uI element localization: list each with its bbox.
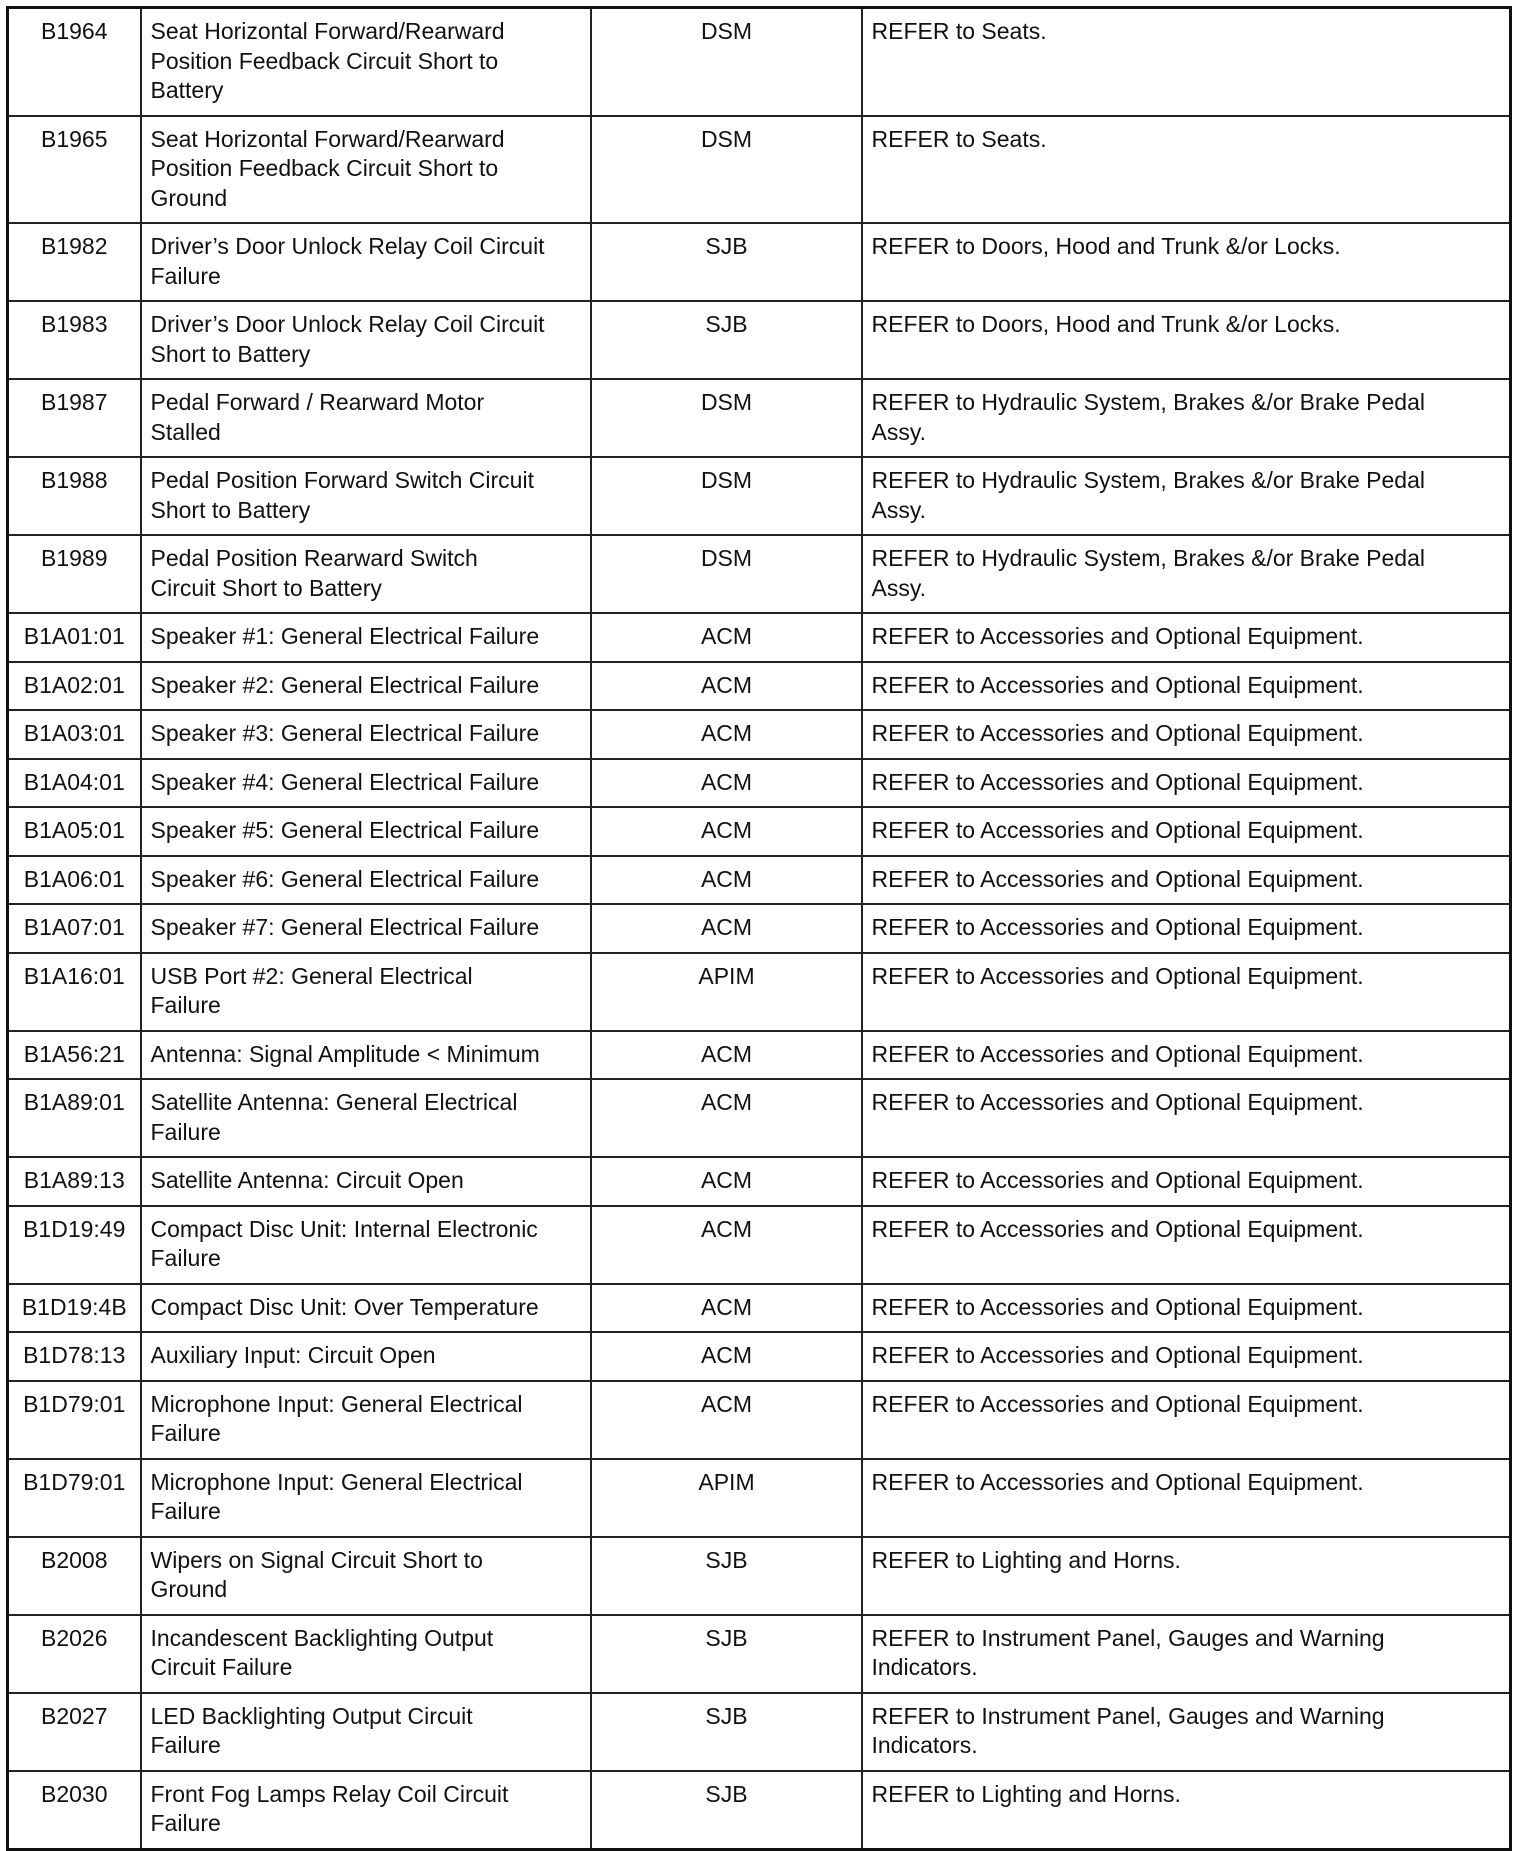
module-cell: SJB	[591, 1615, 862, 1693]
table-row	[8, 662, 1511, 711]
description-cell: Compact Disc Unit: Internal Electronic Failure	[141, 1206, 591, 1284]
action-cell: REFER to Accessories and Optional Equipment.	[862, 662, 1511, 711]
table-row	[8, 904, 1511, 953]
description-cell: USB Port #2: General Electrical Failure	[141, 953, 591, 1031]
dtc-code-cell: B1A16:01	[8, 953, 141, 1031]
module-cell: DSM	[591, 535, 862, 613]
module-cell: ACM	[591, 759, 862, 808]
dtc-code-cell: B2026	[8, 1615, 141, 1693]
module-cell: ACM	[591, 1332, 862, 1381]
description-cell: Auxiliary Input: Circuit Open	[141, 1332, 591, 1381]
dtc-code-cell: B1A56:21	[8, 1031, 141, 1080]
table-row	[8, 613, 1511, 662]
dtc-code-cell: B1A89:01	[8, 1079, 141, 1157]
module-cell: ACM	[591, 710, 862, 759]
dtc-table	[6, 6, 1512, 1851]
module-cell: DSM	[591, 457, 862, 535]
module-cell: ACM	[591, 904, 862, 953]
dtc-code-cell: B1987	[8, 379, 141, 457]
description-cell: Microphone Input: General Electrical Failure	[141, 1381, 591, 1459]
action-cell: REFER to Lighting and Horns.	[862, 1537, 1511, 1615]
action-cell: REFER to Lighting and Horns.	[862, 1771, 1511, 1850]
dtc-code-cell: B1D78:13	[8, 1332, 141, 1381]
module-cell: ACM	[591, 1381, 862, 1459]
dtc-code-cell: B2027	[8, 1693, 141, 1771]
module-cell: ACM	[591, 1031, 862, 1080]
module-cell: DSM	[591, 116, 862, 224]
dtc-code-cell: B1982	[8, 223, 141, 301]
module-cell: SJB	[591, 1693, 862, 1771]
table-row	[8, 953, 1511, 1031]
table-row	[8, 1079, 1511, 1157]
table-row	[8, 1284, 1511, 1333]
table-row	[8, 457, 1511, 535]
module-cell: APIM	[591, 1459, 862, 1537]
description-cell: Pedal Position Forward Switch Circuit Short to Battery	[141, 457, 591, 535]
module-cell: ACM	[591, 1206, 862, 1284]
table-row	[8, 1459, 1511, 1537]
description-cell: Seat Horizontal Forward/Rearward Position Feedback Circuit Short to Battery	[141, 8, 591, 116]
description-cell: Speaker #4: General Electrical Failure	[141, 759, 591, 808]
action-cell: REFER to Accessories and Optional Equipment.	[862, 856, 1511, 905]
module-cell: APIM	[591, 953, 862, 1031]
dtc-code-cell: B1D19:49	[8, 1206, 141, 1284]
description-cell: Satellite Antenna: General Electrical Failure	[141, 1079, 591, 1157]
dtc-code-cell: B2030	[8, 1771, 141, 1850]
action-cell: REFER to Accessories and Optional Equipment.	[862, 807, 1511, 856]
table-row	[8, 1031, 1511, 1080]
module-cell: ACM	[591, 1157, 862, 1206]
table-row	[8, 1157, 1511, 1206]
action-cell: REFER to Accessories and Optional Equipment.	[862, 953, 1511, 1031]
table-row	[8, 1332, 1511, 1381]
description-cell: Pedal Position Rearward Switch Circuit Short to Battery	[141, 535, 591, 613]
table-row	[8, 301, 1511, 379]
module-cell: DSM	[591, 379, 862, 457]
description-cell: Speaker #7: General Electrical Failure	[141, 904, 591, 953]
dtc-code-cell: B1A03:01	[8, 710, 141, 759]
table-row	[8, 1537, 1511, 1615]
action-cell: REFER to Doors, Hood and Trunk &/or Locks.	[862, 223, 1511, 301]
description-cell: Speaker #3: General Electrical Failure	[141, 710, 591, 759]
dtc-code-cell: B1D79:01	[8, 1381, 141, 1459]
action-cell: REFER to Hydraulic System, Brakes &/or Brake Pedal Assy.	[862, 457, 1511, 535]
action-cell: REFER to Seats.	[862, 8, 1511, 116]
table-row	[8, 856, 1511, 905]
description-cell: Front Fog Lamps Relay Coil Circuit Failure	[141, 1771, 591, 1850]
table-row	[8, 1206, 1511, 1284]
table-row	[8, 1381, 1511, 1459]
description-cell: Speaker #6: General Electrical Failure	[141, 856, 591, 905]
dtc-code-cell: B1964	[8, 8, 141, 116]
module-cell: ACM	[591, 856, 862, 905]
dtc-code-cell: B2008	[8, 1537, 141, 1615]
action-cell: REFER to Accessories and Optional Equipment.	[862, 710, 1511, 759]
action-cell: REFER to Doors, Hood and Trunk &/or Locks.	[862, 301, 1511, 379]
table-row	[8, 535, 1511, 613]
action-cell: REFER to Accessories and Optional Equipment.	[862, 1284, 1511, 1333]
action-cell: REFER to Accessories and Optional Equipment.	[862, 1332, 1511, 1381]
description-cell: Speaker #2: General Electrical Failure	[141, 662, 591, 711]
table-row	[8, 710, 1511, 759]
action-cell: REFER to Accessories and Optional Equipment.	[862, 1206, 1511, 1284]
action-cell: REFER to Accessories and Optional Equipment.	[862, 1381, 1511, 1459]
table-row	[8, 223, 1511, 301]
action-cell: REFER to Instrument Panel, Gauges and Warning Indicators.	[862, 1693, 1511, 1771]
action-cell: REFER to Accessories and Optional Equipment.	[862, 1079, 1511, 1157]
table-row	[8, 8, 1511, 116]
description-cell: Driver’s Door Unlock Relay Coil Circuit Short to Battery	[141, 301, 591, 379]
description-cell: Speaker #5: General Electrical Failure	[141, 807, 591, 856]
module-cell: ACM	[591, 1284, 862, 1333]
module-cell: ACM	[591, 662, 862, 711]
action-cell: REFER to Instrument Panel, Gauges and Warning Indicators.	[862, 1615, 1511, 1693]
dtc-code-cell: B1A02:01	[8, 662, 141, 711]
dtc-code-cell: B1965	[8, 116, 141, 224]
description-cell: Compact Disc Unit: Over Temperature	[141, 1284, 591, 1333]
table-row	[8, 116, 1511, 224]
dtc-code-cell: B1A05:01	[8, 807, 141, 856]
description-cell: LED Backlighting Output Circuit Failure	[141, 1693, 591, 1771]
description-cell: Seat Horizontal Forward/Rearward Position Feedback Circuit Short to Ground	[141, 116, 591, 224]
dtc-code-cell: B1989	[8, 535, 141, 613]
module-cell: SJB	[591, 1771, 862, 1850]
module-cell: ACM	[591, 613, 862, 662]
description-cell: Antenna: Signal Amplitude < Minimum	[141, 1031, 591, 1080]
dtc-code-cell: B1A07:01	[8, 904, 141, 953]
description-cell: Incandescent Backlighting Output Circuit Failure	[141, 1615, 591, 1693]
dtc-code-cell: B1A89:13	[8, 1157, 141, 1206]
table-row	[8, 759, 1511, 808]
dtc-code-cell: B1A06:01	[8, 856, 141, 905]
action-cell: REFER to Hydraulic System, Brakes &/or Brake Pedal Assy.	[862, 379, 1511, 457]
table-row	[8, 1771, 1511, 1850]
description-cell: Pedal Forward / Rearward Motor Stalled	[141, 379, 591, 457]
action-cell: REFER to Accessories and Optional Equipment.	[862, 904, 1511, 953]
module-cell: ACM	[591, 807, 862, 856]
description-cell: Driver’s Door Unlock Relay Coil Circuit Failure	[141, 223, 591, 301]
description-cell: Satellite Antenna: Circuit Open	[141, 1157, 591, 1206]
dtc-code-cell: B1988	[8, 457, 141, 535]
module-cell: SJB	[591, 223, 862, 301]
action-cell: REFER to Hydraulic System, Brakes &/or Brake Pedal Assy.	[862, 535, 1511, 613]
action-cell: REFER to Accessories and Optional Equipment.	[862, 1459, 1511, 1537]
description-cell: Speaker #1: General Electrical Failure	[141, 613, 591, 662]
action-cell: REFER to Accessories and Optional Equipment.	[862, 1031, 1511, 1080]
action-cell: REFER to Accessories and Optional Equipment.	[862, 759, 1511, 808]
table-row	[8, 807, 1511, 856]
dtc-table-body	[8, 8, 1511, 1850]
table-row	[8, 1693, 1511, 1771]
table-row	[8, 1615, 1511, 1693]
module-cell: DSM	[591, 8, 862, 116]
action-cell: REFER to Accessories and Optional Equipment.	[862, 1157, 1511, 1206]
action-cell: REFER to Accessories and Optional Equipment.	[862, 613, 1511, 662]
module-cell: SJB	[591, 1537, 862, 1615]
dtc-code-cell: B1983	[8, 301, 141, 379]
action-cell: REFER to Seats.	[862, 116, 1511, 224]
description-cell: Microphone Input: General Electrical Failure	[141, 1459, 591, 1537]
table-row	[8, 379, 1511, 457]
dtc-code-cell: B1A01:01	[8, 613, 141, 662]
dtc-code-cell: B1D79:01	[8, 1459, 141, 1537]
module-cell: ACM	[591, 1079, 862, 1157]
dtc-code-cell: B1D19:4B	[8, 1284, 141, 1333]
description-cell: Wipers on Signal Circuit Short to Ground	[141, 1537, 591, 1615]
module-cell: SJB	[591, 301, 862, 379]
dtc-code-cell: B1A04:01	[8, 759, 141, 808]
